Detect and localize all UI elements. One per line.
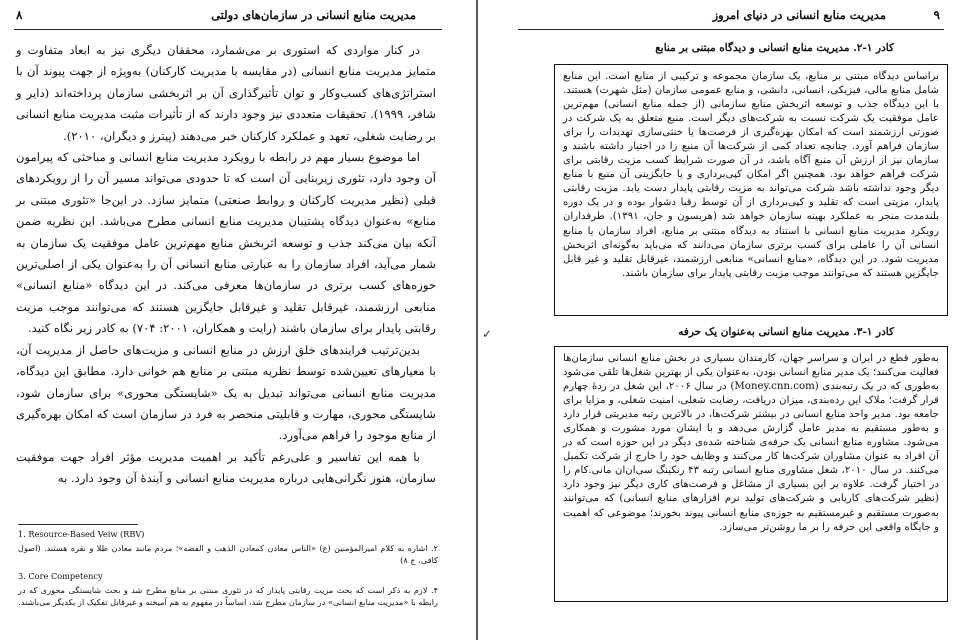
box-1-title: کادر ۱-۲. مدیریت منابع انسانی و دیدگاه مبتنی بر منابع — [655, 42, 894, 54]
left-paragraph: در کنار مواردی که استوری بر می‌شمارد، محققان دیگری نیز به ابعاد متفاوت و متمایز مدیریت منابع انسانی (در مقایسه با مدیریت کارکنان) به‌ویژه از جهت پیوند آن با استراتژی‌های کسب‌وکار و توان تأثیرگذاری آن بر اثربخشی سازمان پرداخته‌اند (دایر و شافر، ۱۹۹۹). تحقیقات متعددی نیز وجود دارند که از تأثیرات مثبت مدیریت منابع انسانی بر رضایت شغلی، تعهد و عملکرد کارکنان خبر می‌دهند (پیترز و دیگران، ۲۰۱۰). — [16, 43, 436, 143]
right-page — [478, 0, 954, 640]
left-paragraph: با همه این تفاسیر و علی‌رغم تأکید بر اهمیت مدیریت مؤثر افراد جهت موفقیت سازمان، هنوز نگرانی‌هایی درباره مدیریت منابع انسانی و آیندهٔ آن وجود دارد. به — [16, 449, 436, 486]
left-paragraph: بدین‌ترتیب فرایندهای خلق ارزش در منابع انسانی و مزیت‌های حاصل از مدیریت آن، با معیارهای تعیین‌شده توسط نظریه مبتنی بر منابع هم خوانی دارد. مطابق این دیدگاه، مدیریت منابع انسانی می‌تواند تبدیل به یک «شایستگی محوری» برای سازمان شود، شایستگی محوری، مهارت و قابلیتی منحصر به فرد در سازمان است که امکان بهره‌گیری از منابع موجود را فراهم می‌آورد. — [16, 342, 436, 443]
left-header-rule — [14, 29, 442, 30]
left-page-number: ۸ — [16, 8, 23, 22]
footnote-separator — [18, 524, 138, 525]
footnote-4: ۴. لازم به ذکر است که بحث مزیت رقابتی پایدار که در تئوری مبتنی بر منابع مطرح شد و بحث شایستگی محوری که در رابطه با «مدیریت منابع انسانی» در سازمان مطرح شد، اساساً در مفهوم به هم آمیخته و غیرقابل تفکیک از یکدیگر می‌باشند. — [18, 585, 438, 607]
box-2-hrm-as-profession: به‌طور قطع در ایران و سراسر جهان، کارمندان بسیاری در بخش منابع انسانی سازمان‌ها فعالیت می‌کنند؛ یک مدیر منابع انسانی بودن، به‌عنوان یکی از بهترین شغل‌ها تلقی می‌شود به‌طوری که در یک رتبه‌بندی (Money.cnn.com) در سال ۲۰۰۶، این شغل در ردهٔ چهارم قرار گرفت؛ ملاک این رده‌بندی، میزان دریافت، رضایت شغلی، امنیت شغلی، و مزایا برای جامعه بود. مدیر واحد منابع انسانی در بیشتر شرکت‌ها، در بالاترین رتبه مدیریتی قرار دارد و به‌طور مستقیم به مدیر عامل گزارش می‌دهد و با ایشان مورد مشورت و همکاری می‌شود. مشاوره منابع انسانی یک حرفه‌ی شناخته شده‌ی دیگر در این حوزه است که در آن افراد به عنوان مشاوران شرکت‌ها کار می‌کنند و وظایف خود را خارج از شرکت تکمیل می‌کنند. در سال ۲۰۱۰، شغل مشاوری منابع انسانی رتبه ۴۳ رنکینگ سی‌ان‌ان مانی.کام را در اختیار گرفت. علاوه بر این بسیاری از مشاغل و فرصت‌های کاری دیگر نیز وجود دارد (نظیر شرکت‌های کاریابی و شرکت‌های تولید نرم افزارهای منابع انسانی) که می‌توانند به‌صورت مستقیم و غیرمستقیم به حوزه‌ی منابع انسانی پیوند بخورند؛ موضوعی که اهمیت و جایگاه واقعی این حرفه را بر ما روشن‌تر می‌سازد. — [554, 346, 948, 602]
right-header-rule — [518, 29, 944, 30]
footnote-1: 1. Resource-Based Veiw (RBV) — [18, 529, 145, 539]
box-2-title: کادر ۱-۳. مدیریت منابع انسانی به‌عنوان یک حرفه — [678, 326, 894, 338]
right-page-number: ۹ — [933, 8, 940, 22]
margin-mark: ✓ — [482, 327, 493, 341]
footnote-2: ۲. اشاره به کلام امیرالمؤمنین (ع) «الناس معادن کمعادن الذهب و الفضه»؛ مردم مانند معادن طلا و نقره هستند. (اصول کافی، ج ۸) — [18, 543, 438, 565]
left-paragraph: اما موضوع بسیار مهم در رابطه با رویکرد مدیریت منابع انسانی و مباحثی که پیرامون آن وجود دارد، تئوری زیربنایی آن است که تا حدودی می‌تواند مسیر آن را از رویکردهای قبلی (نظیر مدیریت کارکنان و روابط صنعتی) متمایز سازد. در این‌جا «تئوری مبتنی بر منابع» به‌عنوان دیدگاه پشتیبان مدیریت منابع انسانی مطرح می‌باشد. این نظریه ضمن آنکه بیان می‌کند جذب و توسعه اثربخش منابع مهم‌ترین عامل موفقیت یک سازمان به شمار می‌آید، افراد سازمان را به عبارتی منابع انسانی آن را به‌عنوان یکی از اصلی‌ترین حوزه‌های کسب برتری در سازمان‌ها معرفی می‌کند. در این دیدگاه «منابع انسانی» منابعی ارزشمند، غیرقابل تقلید و غیرقابل جایگزین هستند که می‌توانند موجب مزیت رقابتی پایدار برای سازمان باشند (رایت و همکاران، ۲۰۰۱: ۷۰۴) به کادر زیر نگاه کنید. — [16, 150, 436, 336]
left-page — [0, 0, 476, 640]
footnote-3: 3. Core Competency — [18, 571, 103, 581]
left-page-running-header: مدیریت منابع انسانی در سازمان‌های دولتی — [211, 8, 416, 22]
box-1-hrm-resource-based-view: براساس دیدگاه مبتنی بر منابع، یک سازمان مجموعه و ترکیبی از منابع است. این منابع شامل منابع مالی، فیزیکی، انسانی، دانشی، و منابع عمومی سازمان (مثل شهرت) هستند. با این دیدگاه جذب و توسعه اثربخش منابع سازمانی (از جمله منابع انسانی) مهم‌ترین عامل موفقیت یک شرکت نسبت به شرکت‌های دیگر است. منبع متعلق به یک شرکت در صورتی ارزشمند است که امکان بهره‌گیری از فرصت‌ها یا خنثی‌سازی تهدیدات را برای سازمان فراهم آورد. چنانچه تعداد کمی از شرکت‌ها آن منبع را در اختیار داشته باشند و سازمان نیز از ارزش آن منبع آگاه باشد، در آن صورت شرایط کسب مزیت رقابتی برای شرکت فراهم خواهد بود. همچنین اگر امکان کپی‌برداری و یا جایگزینی آن منبع با منابع دیگر وجود نداشته باشد شرکت می‌تواند به مزیت رقابتی پایدار دست یابد. مزیت رقابتی پایدار، مزیتی است که تقلید و کپی‌برداری از آن توسط رقبا دشوار بوده و در یک دوره بلندمدت منجر به عملکرد بهینه سازمان خواهد شد (هریسون و جان، ۱۳۹۱). طرفداران رویکرد مدیریت منابع انسانی با استناد به دیدگاه مبتنی بر منابع، افراد سازمان یا منابع انسانی آن را عاملی برای کسب برتری سازمان می‌دانند که می‌باید به‌گونه‌ای اثربخش مدیریت شود. در این دیدگاه، «منابع انسانی» منابعی ارزشمند، غیرقابل تقلید و غیر قابل جایگزین هستند که می‌توانند موجب مزیت رقابتی پایدار برای سازمان باشند. — [554, 64, 948, 316]
left-body-text — [16, 40, 436, 490]
right-page-running-header: مدیریت منابع انسانی در دنیای امروز — [712, 8, 886, 22]
